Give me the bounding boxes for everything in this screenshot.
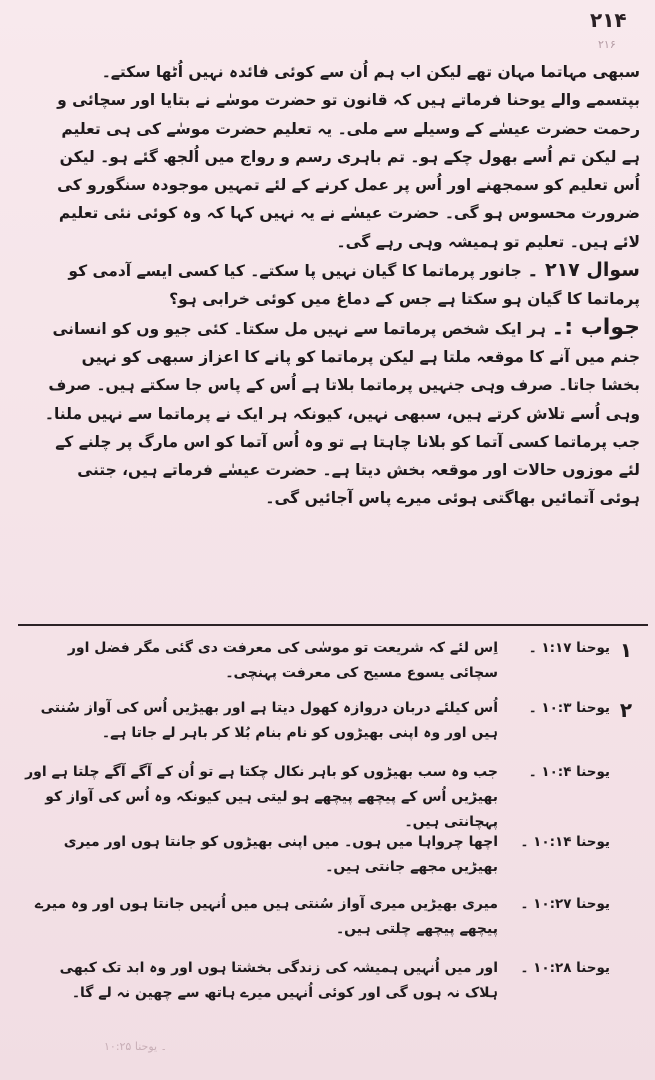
footnote-citation: یوحنا ۱۰:۱۴ ۔ — [520, 834, 610, 850]
footnote-text: اُس کیلئے دربان دروازہ کھول دیتا ہے اور بھیڑیں اُس کی آواز سُنتی ہیں اور وہ اپنی بھیڑوں کو نام بنام بُلا کر باہر لے جاتا ہے۔ — [40, 700, 498, 741]
footnotes — [20, 636, 644, 1012]
answer-label: جواب :۔ — [551, 314, 640, 340]
footnote-item — [20, 760, 644, 830]
footnote-citation: یوحنا ۱۰:۴ ۔ — [528, 764, 610, 780]
footnote-text: اچھا چرواہا میں ہوں۔ میں اپنی بھیڑوں کو جانتا ہوں اور میری بھیڑیں مجھے جانتی ہیں۔ — [63, 834, 498, 875]
footnote-item — [20, 892, 644, 956]
page-number-bleed: ۲۱۶ — [598, 38, 616, 51]
footnote-item — [20, 956, 644, 1012]
closing-paragraph: جب پرماتما کسی آتما کو بلانا چاہتا ہے تو وہ اُس آتما کو اس مارگ پر چلنے کے لئے موزوں حالات اور موقعہ بخش دیتا ہے۔ حضرت عیسٰے فرماتے ہیں، جتنی ہوئی آتمائیں بھاگتی ہوئی میرے پاس آجائیں گی۔ — [55, 432, 640, 508]
footnote-marker: ۲ — [619, 698, 633, 722]
question-block — [44, 256, 640, 314]
question-label: سوال ۲۱۷ ۔ — [527, 259, 640, 282]
main-text — [44, 58, 640, 513]
footnote-item — [20, 696, 644, 760]
footnote-citation: یوحنا ۱۰:۳ ۔ — [528, 700, 610, 716]
footnote-text: جب وہ سب بھیڑوں کو باہر نکال چکتا ہے تو اُن کے آگے آگے چلتا ہے اور بھیڑیں اُس کے پیچھے پیچھے ہو لیتی ہیں کیونکہ وہ اُس کی آواز کو پہچانتی ہیں۔ — [25, 764, 498, 830]
answer-block — [44, 314, 640, 428]
footnote-citation: یوحنا ۱۰:۲۷ ۔ — [520, 896, 610, 912]
page-number: ۲۱۴ — [590, 8, 627, 32]
footnote-item — [20, 830, 644, 892]
paragraph: بپتسمے والے یوحنا فرماتے ہیں کہ قانون تو حضرت موسٰے نے بتایا اور سچائی و رحمت حضرت عیسٰے کے وسیلے سے ملی۔ یہ تعلیم حضرت موسٰے کی ہی تعلیم ہے لیکن تم اُسے بھول چکے ہو۔ تم باہری رسم و رواج میں اُلجھ گئے ہو۔ لیکن اُس تعلیم کو سمجھنے اور اُس پر عمل کرنے کے لئے تمہیں موجودہ سنگورو کی ضرورت محسوس ہو گی۔ حضرت عیسٰے نے یہ نہیں کہا کہ وہ کوئی نئی تعلیم لائے ہیں۔ تعلیم تو ہمیشہ وہی رہے گی۔ — [57, 91, 640, 251]
footnote-citation: یوحنا ۱:۱۷ ۔ — [528, 640, 610, 656]
footnote-marker: ۱ — [619, 638, 633, 662]
footnote-citation: یوحنا ۱۰:۲۸ ۔ — [520, 960, 610, 976]
paragraph: سبھی مہاتما مہان تھے لیکن اب ہم اُن سے کوئی فائدہ نہیں اُٹھا سکتے۔ — [101, 63, 640, 81]
question-text: جانور پرماتما کا گیان نہیں پا سکتے۔ کیا کسی ایسے آدمی کو پرماتما کا گیان ہو سکتا ہے جس کے دماغ میں کوئی خرابی ہو؟ — [68, 262, 640, 309]
bleed-through-text: ۱۰:۲۵ ۔ یوحنا — [104, 1040, 168, 1053]
footnote-text: اِس لئے کہ شریعت تو موسٰی کی معرفت دی گئی مگر فضل اور سچائی یسوع مسیح کی معرفت پہنچی۔ — [67, 640, 498, 681]
footnote-text: اور میں اُنہیں ہمیشہ کی زندگی بخشتا ہوں اور وہ ابد تک کبھی ہلاک نہ ہوں گی اور کوئی اُنہیں میرے ہاتھ سے چھین نہ لے گا۔ — [59, 960, 498, 1001]
answer-text: ہر ایک شخص پرماتما سے نہیں مل سکتا۔ کئی جیو وں کو انسانی جنم میں آنے کا موقعہ ملتا ہے لیکن پرماتما کو پانے کا اعزاز سبھی کو نہیں بخشا جاتا۔ صرف وہی جنہیں پرماتما بلاتا ہے اُس کے پاس جا سکتے ہیں۔ صرف وہی اُسے تلاش کرتے ہیں، سبھی نہیں، کیونکہ ہر ایک نے پرماتما سے نہیں ملنا۔ — [44, 319, 640, 423]
footnote-divider — [18, 624, 648, 626]
footnote-text: میری بھیڑیں میری آواز سُنتی ہیں میں اُنہیں جانتا ہوں اور وہ میرے پیچھے پیچھے چلتی ہیں۔ — [34, 896, 498, 937]
footnote-item — [20, 636, 644, 696]
